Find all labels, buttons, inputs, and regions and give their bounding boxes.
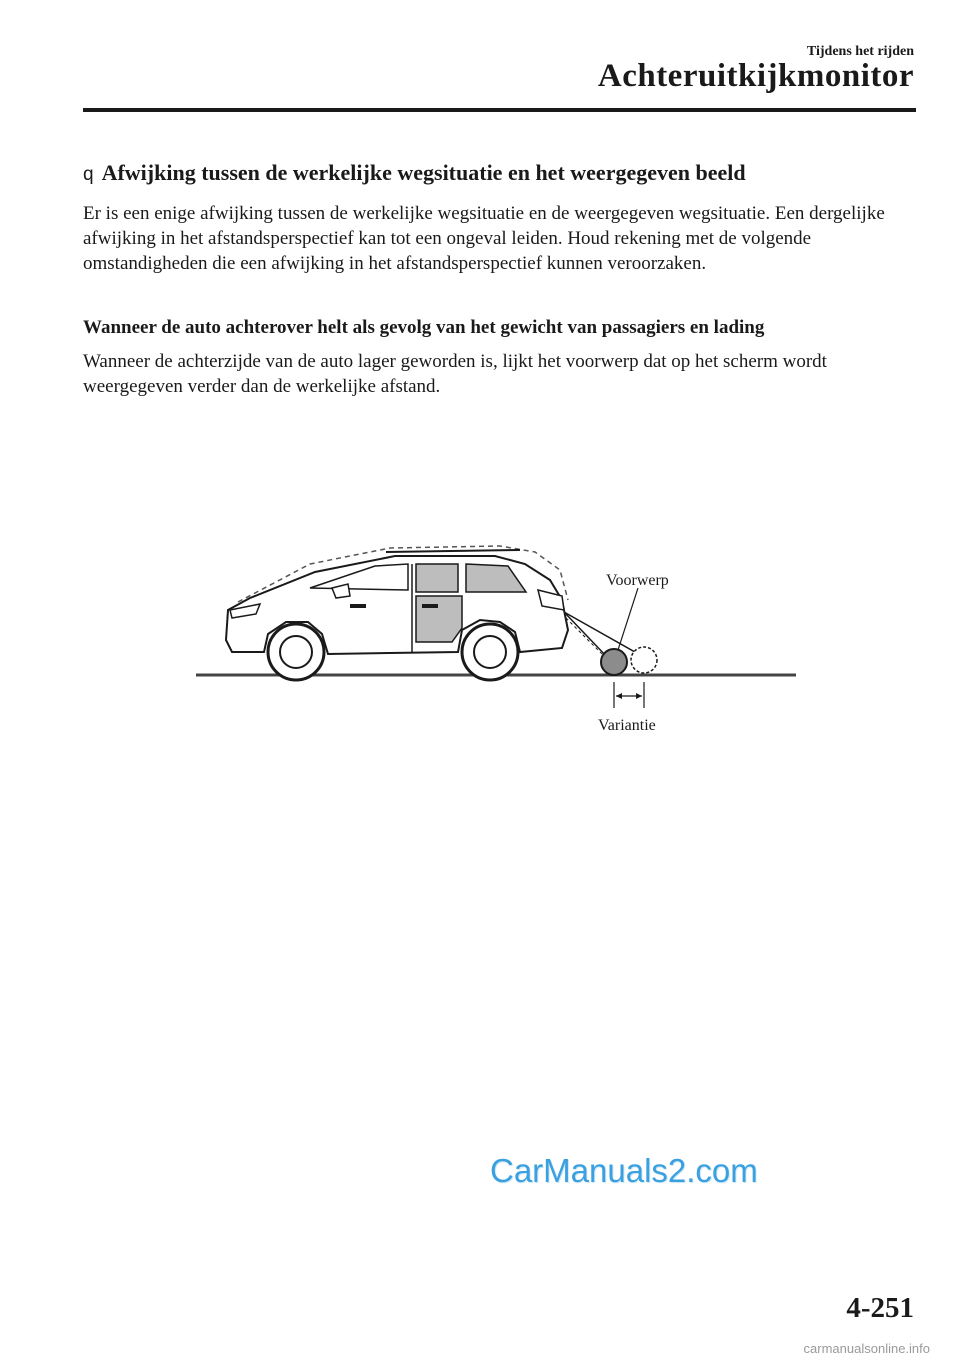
- illustration-car-reversing: [190, 530, 800, 760]
- body-paragraph-1: Er is een enige afwijking tussen de werkelijke wegsituatie en de weergegeven wegsituatie. Een dergelijke afwijking in het afstandsperspectief kan tot een ongeval leiden. Houd rekening met de volgende omstandigheden die een afwijking in het afstandsperspectief kunnen veroorzaken.: [83, 203, 885, 274]
- front-door-handle: [350, 604, 366, 608]
- body-paragraph-2: Wanneer de achterzijde van de auto lager geworden is, lijkt het voorwerp dat op het scherm wordt weergegeven verder dan de werkelijke afstand.: [83, 351, 827, 397]
- footer-site-link[interactable]: carmanualsonline.info: [803, 1341, 930, 1356]
- running-header-section: Tijdens het rijden: [806, 44, 914, 59]
- subheading: Wanneer de auto achterover helt als gevolg van het gewicht van passagiers en lading: [83, 317, 765, 338]
- label-variantie: Variantie: [598, 717, 656, 734]
- rear-door-handle: [422, 604, 438, 608]
- watermark-logo: CarManuals2.com: [490, 1152, 758, 1189]
- rear-door-shaded: [416, 596, 462, 642]
- label-voorwerp: Voorwerp: [606, 572, 669, 589]
- section-heading: [83, 160, 923, 186]
- header-rule: [83, 108, 916, 112]
- object-apparent: [631, 647, 657, 673]
- page-number: 4-251: [846, 1292, 914, 1324]
- object-leader-line: [618, 588, 638, 650]
- section-heading-text: Afwijking tussen de werkelijke wegsituatie en het weergegeven beeld: [101, 160, 746, 185]
- heading-bullet: q: [83, 164, 94, 185]
- running-header-title: Achteruitkijkmonitor: [597, 58, 914, 94]
- camera-line-apparent: [564, 612, 642, 656]
- rear-door-window: [416, 564, 458, 592]
- camera-line-actual: [564, 612, 608, 658]
- car-illustration: [190, 530, 800, 760]
- object-actual: [601, 649, 627, 675]
